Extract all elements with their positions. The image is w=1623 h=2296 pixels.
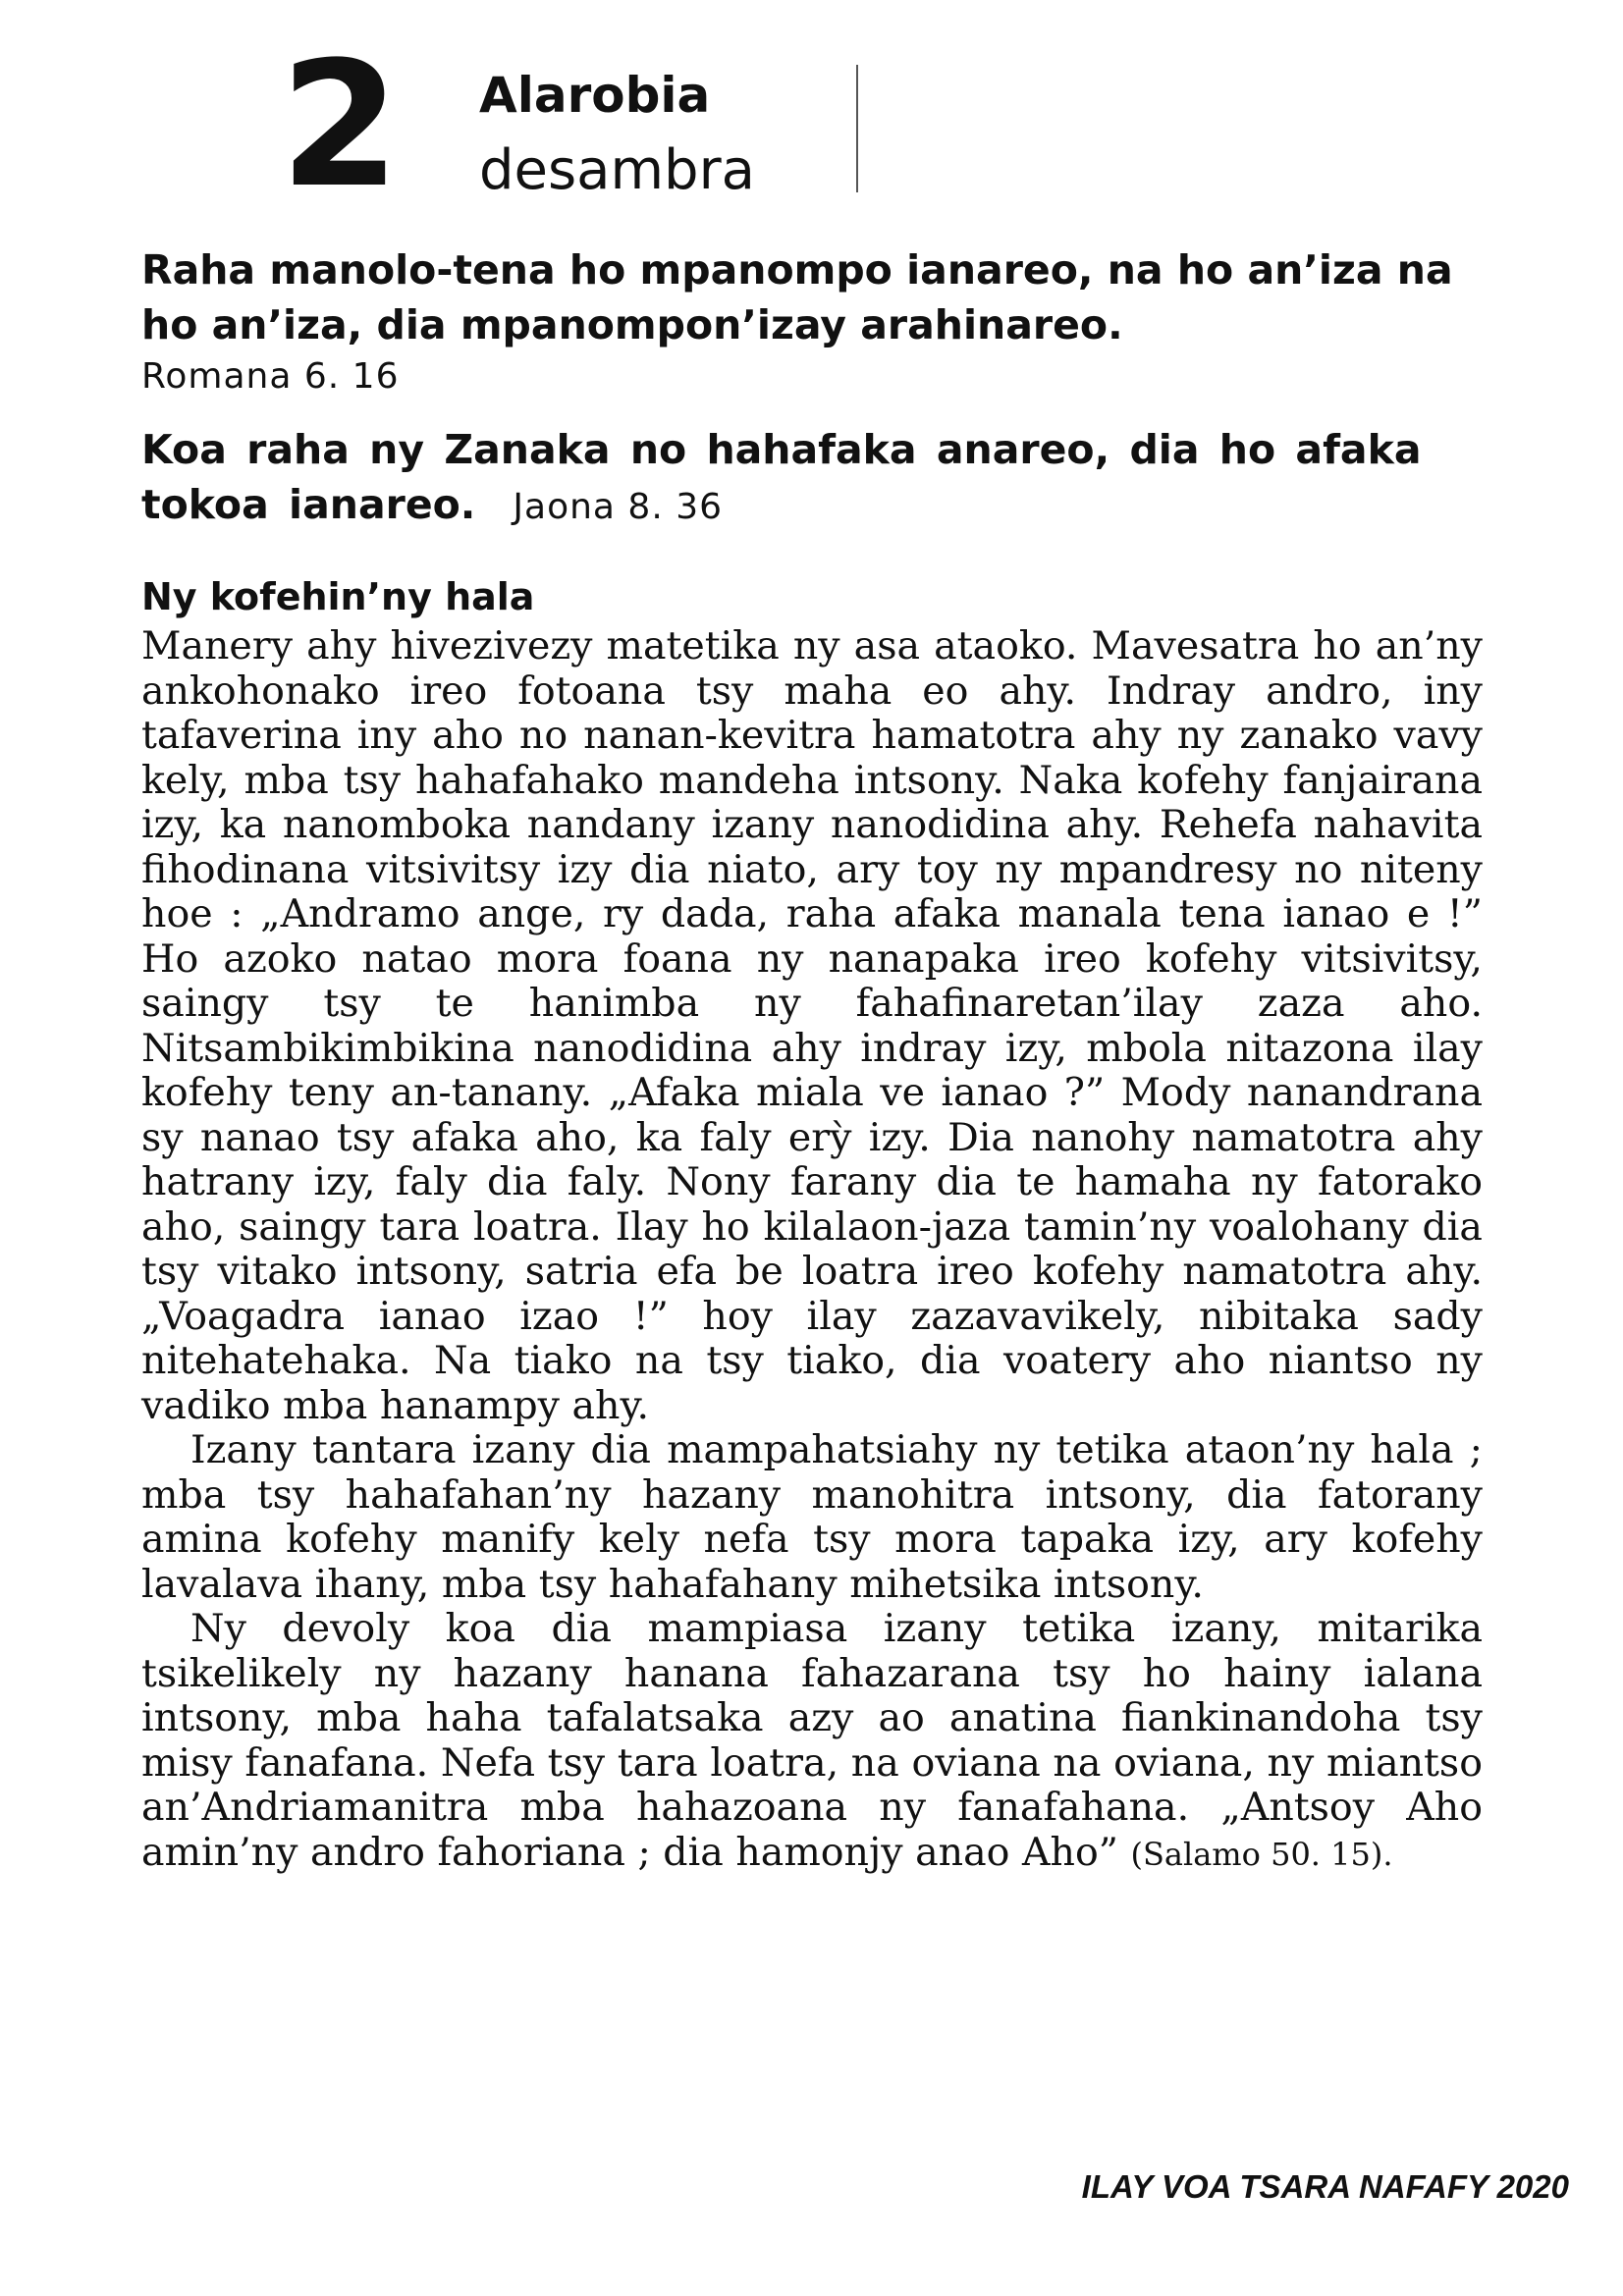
devotional-title: Ny kofehin’ny hala (141, 575, 535, 618)
scripture-reference: (Salamo 50. 15). (1130, 1835, 1393, 1873)
verse-1-text: Raha manolo-tena ho mpanompo ianareo, na ho an’iza na ho an’iza, dia mpanompon’izay arahinareo. (141, 246, 1453, 348)
header-divider (856, 65, 858, 192)
verse-2 (141, 422, 1477, 535)
paragraph-3 (141, 1607, 1483, 1877)
devotional-body (141, 624, 1483, 1877)
verse-1-reference: Romana 6. 16 (141, 356, 400, 397)
paragraph-1: Manery ahy hivezivezy matetika ny asa ataoko. Mavesatra ho an’ny ankohonako ireo fotoana tsy maha eo ahy. Indray andro, iny tafaverina iny aho no nanan-kevitra hamatotra ahy ny zanako vavy kely, mba tsy hahafahako mandeha intsony. Naka kofehy fanjairana izy, ka nanomboka nandany izany nanodidina ahy. Rehefa nahavita fihodinana vitsivitsy izy dia niato, ary toy ny mpandresy no niteny hoe : „Andramo ange, ry dada, raha afaka manala tena ianao e !” Ho azoko natao mora foana ny nanapaka ireo kofehy vitsivitsy, saingy tsy te hanimba ny fahafinaretan’ilay zaza aho. Nitsambikimbikina nanodidina ahy indray izy, mbola nitazona ilay kofehy teny an-tanany. „Afaka miala ve ianao ?” Mody nanandrana sy nanao tsy afaka aho, ka faly erỳ izy. Dia nanohy namatotra ahy hatrany izy, faly dia faly. Nony farany dia te hamaha ny fatorako aho, saingy tara loatra. Ilay ho kilalaon-jaza tamin’ny voalohany dia tsy vitako intsony, satria efa be loatra ireo kofehy namatotra ahy. „Voagadra ianao izao !” hoy ilay zazavavikely, nibitaka sady nitehatehaka. Na tiako na tsy tiako, dia voatery aho niantso ny vadiko mba hanampy ahy. (141, 623, 1483, 1428)
verse-2-reference: Jaona 8. 36 (513, 487, 724, 527)
day-number: 2 (280, 25, 397, 226)
paragraph-2: Izany tantara izany dia mampahatsiahy ny tetika ataon’ny hala ; mba tsy hahafahan’ny hazany manohitra intsony, dia fatorany amina kofehy manify kely nefa tsy mora tapaka izy, ary kofehy lavalava ihany, mba tsy hahafahany mihetsika intsony. (141, 1427, 1483, 1607)
weekday: Alarobia (479, 67, 711, 124)
paragraph-3-text: Ny devoly koa dia mampiasa izany tetika izany, mitarika tsikelikely ny hazany hanana fahazarana tsy ho hainy ialana intsony, mba haha tafalatsaka azy ao anatina fiankinandoha tsy misy fanafana. Nefa tsy tara loatra, na oviana na oviana, ny miantso an’Andriamanitra mba hahazoana ny fanafahana. „Antsoy Aho amin’ny andro fahoriana ; dia hamonjy anao Aho” (141, 1606, 1483, 1875)
month: desambra (479, 138, 755, 202)
footer-title: ILAY VOA TSARA NAFAFY 2020 (1081, 2168, 1569, 2205)
verse-2-text: Koa raha ny Zanaka no hahafaka anareo, dia ho afaka tokoa ianareo. (141, 426, 1422, 528)
